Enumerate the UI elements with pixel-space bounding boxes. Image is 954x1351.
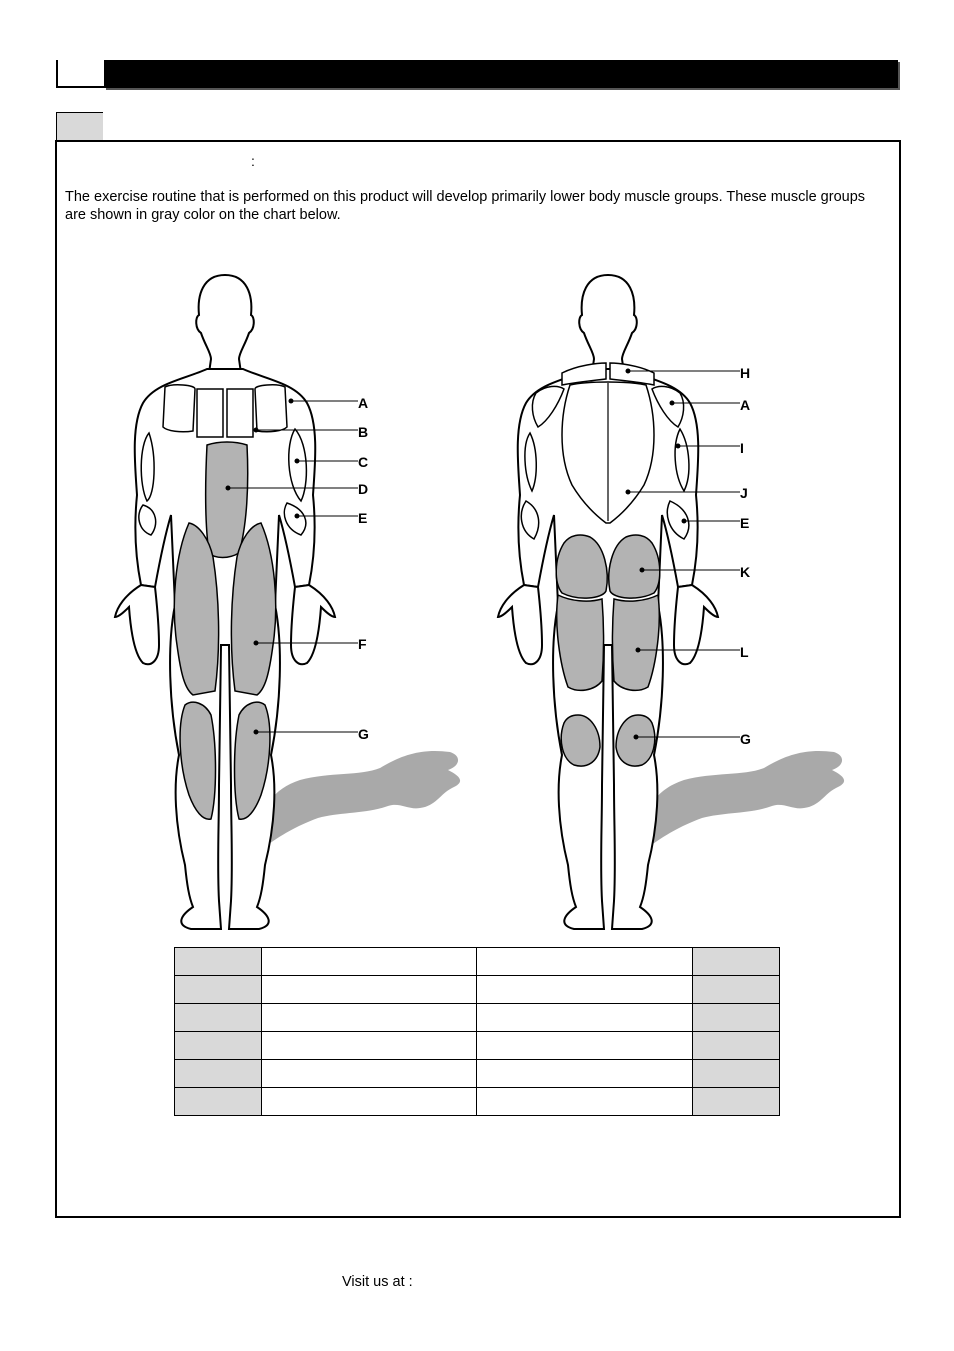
table-row: [175, 1088, 780, 1116]
table-cell: [175, 976, 262, 1004]
table-cell: [477, 1088, 693, 1116]
front-shadow: [252, 751, 460, 846]
intro-paragraph: The exercise routine that is performed on this product will develop primarily lower body muscle groups. These muscle groups are shown in gray color on the chart below.: [65, 189, 866, 223]
table-cell: [693, 1004, 780, 1032]
back-label-i: I: [740, 440, 744, 456]
table-cell: [175, 1004, 262, 1032]
table-cell: [477, 1004, 693, 1032]
table-row: [175, 1004, 780, 1032]
table-cell: [261, 1060, 477, 1088]
table-cell: [693, 1088, 780, 1116]
table-row: [175, 1032, 780, 1060]
table-row: [175, 948, 780, 976]
muscle-table: [174, 947, 780, 1116]
front-label-a: A: [358, 395, 369, 411]
back-label-k: K: [740, 564, 751, 580]
table-cell: [261, 1004, 477, 1032]
back-label-h: H: [740, 365, 751, 381]
back-label-l: L: [740, 644, 749, 660]
table-cell: [477, 976, 693, 1004]
front-abdominals: [206, 442, 248, 558]
front-figure: [115, 275, 460, 929]
back-figure: [498, 275, 844, 929]
table-cell: [175, 1032, 262, 1060]
table-cell: [175, 948, 262, 976]
table-cell: [693, 948, 780, 976]
front-label-c: C: [358, 454, 369, 470]
footer-visit-text: Visit us at :: [342, 1274, 413, 1290]
back-label-e: E: [740, 515, 750, 531]
table-cell: [261, 1088, 477, 1116]
table-cell: [175, 1088, 262, 1116]
front-label-g: G: [358, 726, 369, 742]
table-cell: [261, 976, 477, 1004]
front-label-d: D: [358, 481, 369, 497]
table-cell: [261, 1032, 477, 1060]
table-cell: [693, 1032, 780, 1060]
back-label-a: A: [740, 397, 751, 413]
table-cell: [693, 1060, 780, 1088]
section-colon: :: [251, 153, 255, 169]
table-cell: [477, 1032, 693, 1060]
table-row: [175, 976, 780, 1004]
table-cell: [693, 976, 780, 1004]
table-row: [175, 1060, 780, 1088]
front-label-b: B: [358, 424, 369, 440]
front-label-e: E: [358, 510, 368, 526]
front-label-f: F: [358, 636, 367, 652]
back-label-g: G: [740, 731, 751, 747]
back-shadow: [636, 751, 844, 846]
table-cell: [477, 948, 693, 976]
table-cell: [261, 948, 477, 976]
table-cell: [477, 1060, 693, 1088]
back-label-j: J: [740, 485, 748, 501]
table-cell: [175, 1060, 262, 1088]
